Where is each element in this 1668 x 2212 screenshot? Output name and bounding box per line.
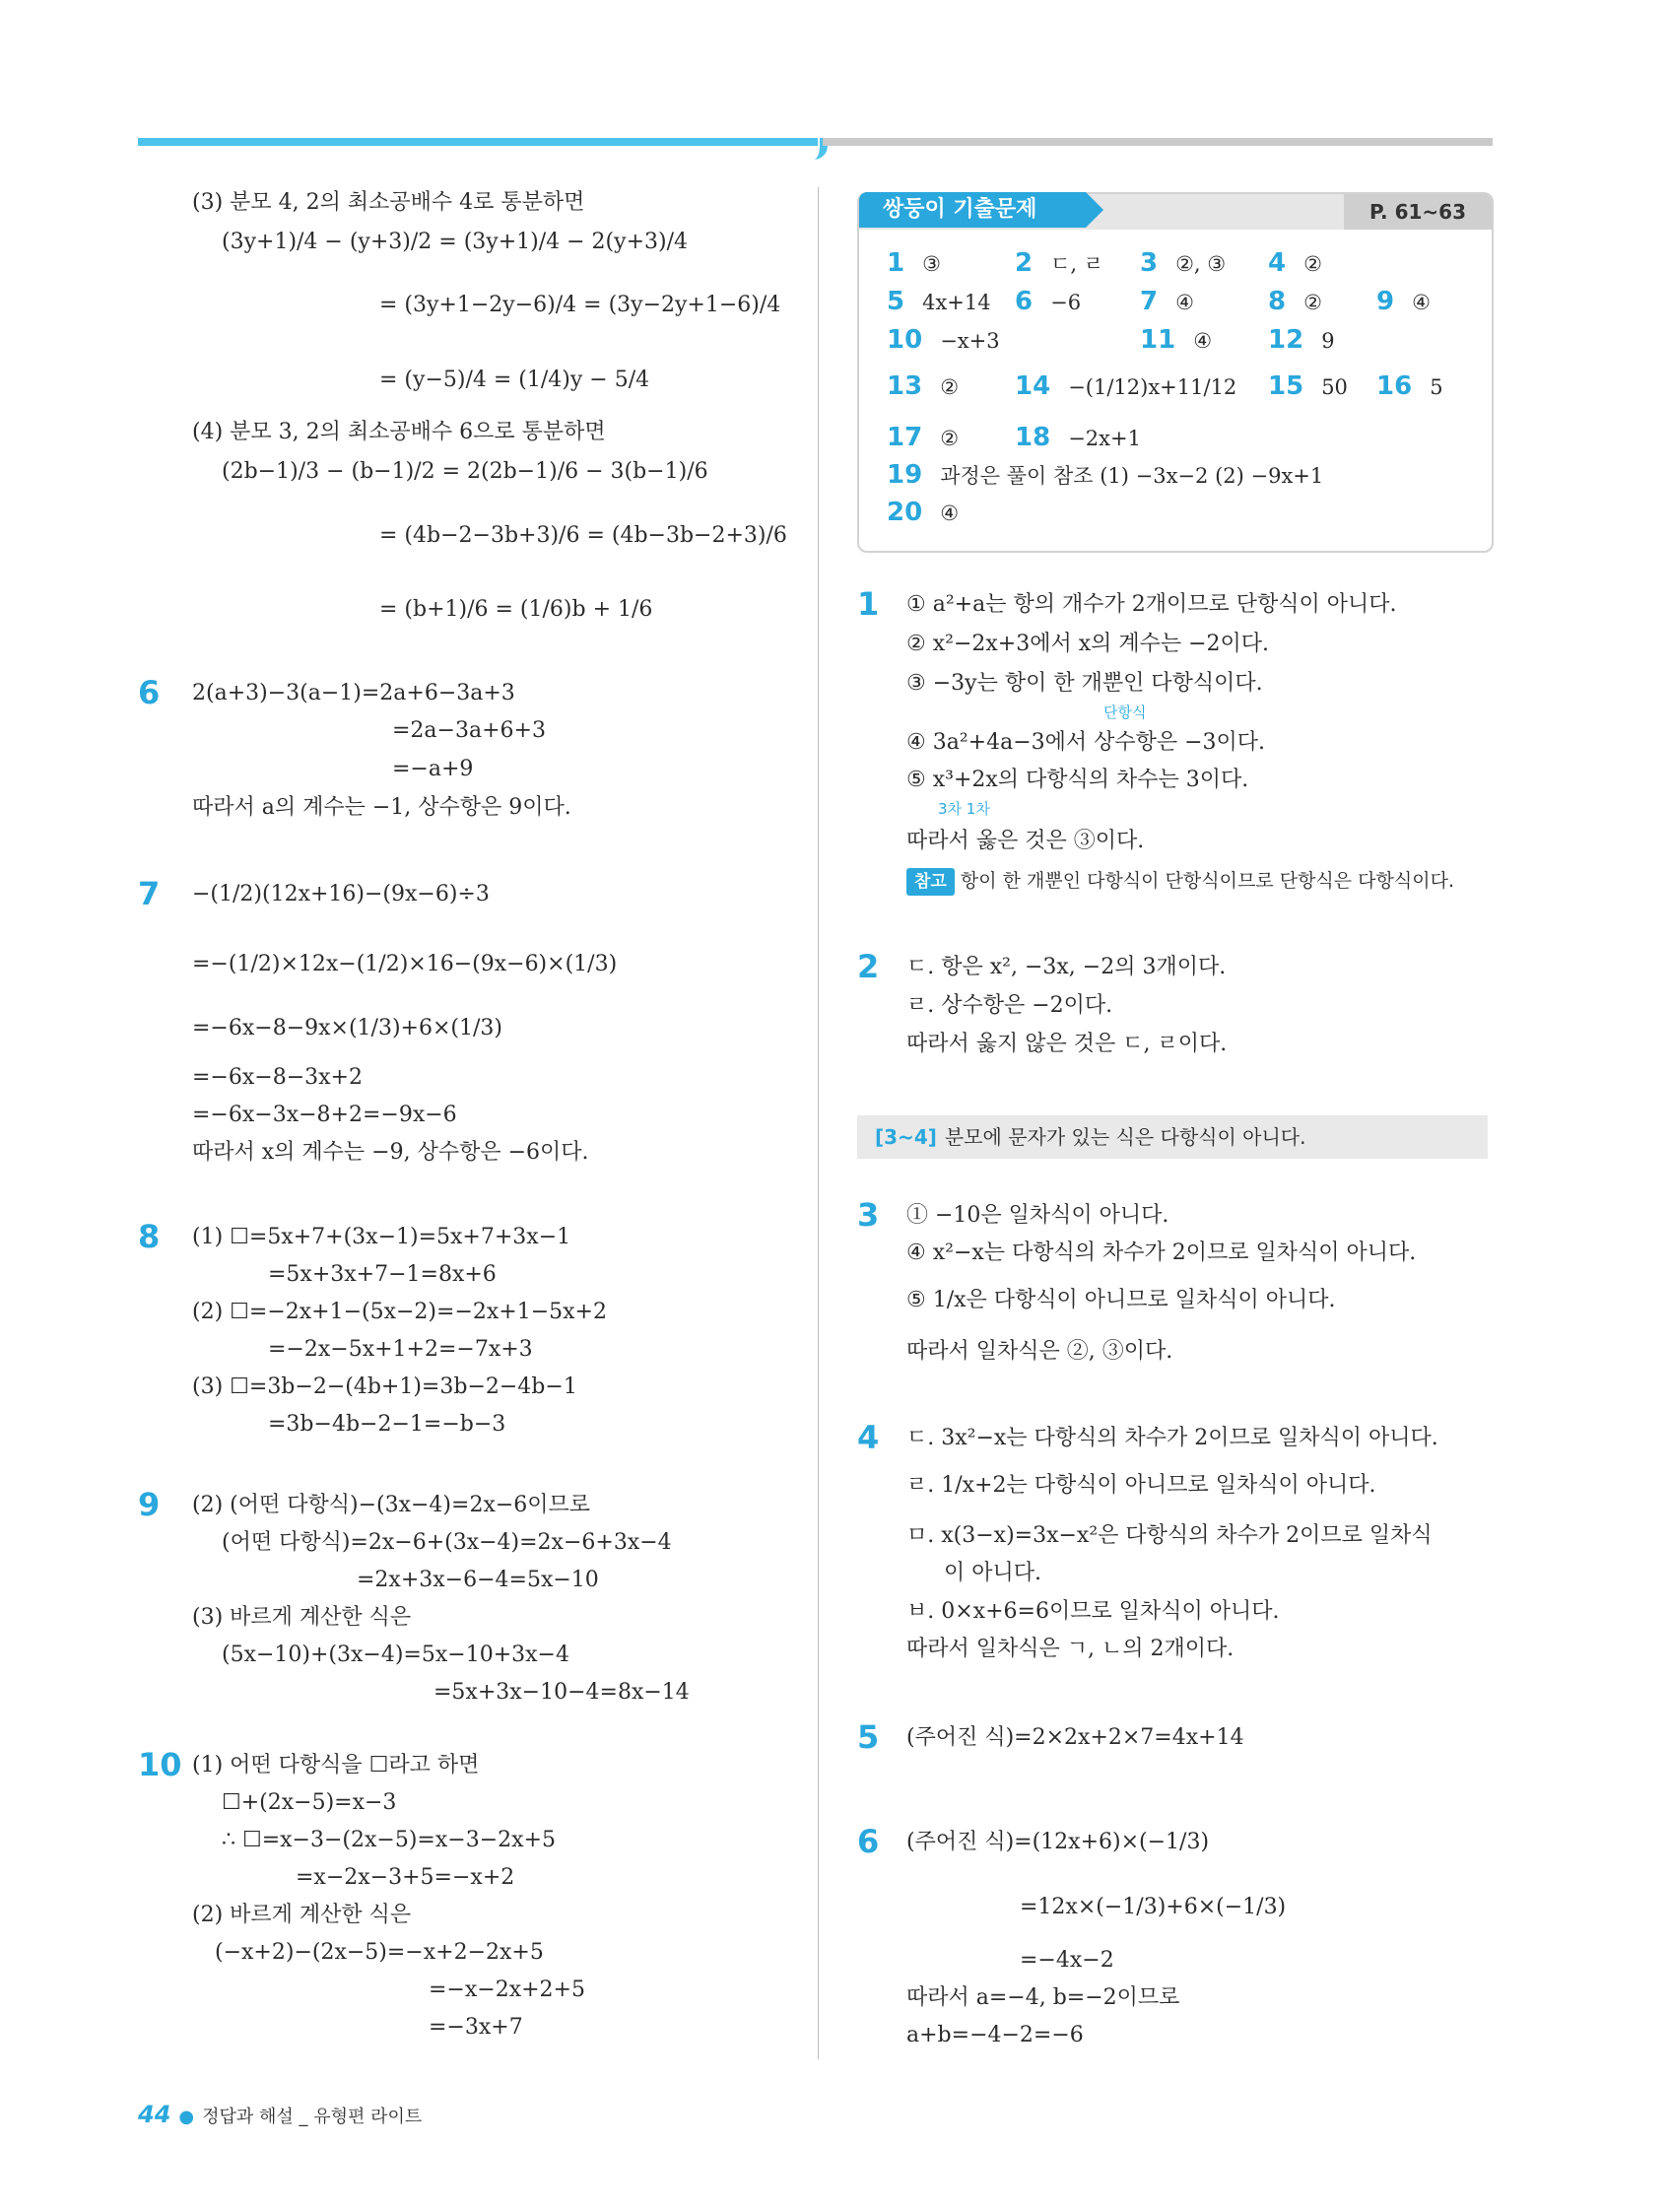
question-number: 10: [138, 1746, 182, 1783]
r6-line: =−4x−2: [1020, 1948, 1114, 1973]
question-number: 7: [138, 875, 161, 912]
q9-line: (3) 바르게 계산한 식은: [192, 1605, 412, 1630]
answer-item: 20 ④: [887, 498, 960, 527]
r1-line: 따라서 옳은 것은 ③이다.: [906, 829, 1145, 853]
q5-4-line: = (4b−2−3b+3)/6 = (4b−3b−2+3)/6: [379, 523, 787, 548]
question-number: 4: [857, 1419, 880, 1456]
answer-item: 3 ②, ③: [1140, 248, 1227, 278]
r3-line: ① −10은 일차식이 아니다.: [906, 1203, 1169, 1228]
column-divider: [818, 187, 819, 2059]
q10-line: =−x−2x+2+5: [429, 1977, 585, 2002]
answer-item: 4 ②: [1268, 248, 1322, 278]
answer-item: 15 50: [1268, 371, 1348, 401]
r1-line: ② x²−2x+3에서 x의 계수는 −2이다.: [906, 632, 1270, 656]
q5-4-line: = (b+1)/6 = (1/6)b + 1/6: [379, 597, 653, 622]
r4-line: 따라서 일차식은 ㄱ, ㄴ의 2개이다.: [906, 1637, 1234, 1661]
r4-line: ㅂ. 0×x+6=6이므로 일차식이 아니다.: [906, 1599, 1280, 1624]
bullet-icon: ●: [178, 2107, 195, 2127]
page-number: 44: [138, 2101, 171, 2128]
r6-line: =12x×(−1/3)+6×(−1/3): [1020, 1895, 1287, 1919]
question-number: 2: [857, 948, 880, 985]
q8-line: (1) ☐=5x+7+(3x−1)=5x+7+3x−1: [192, 1225, 571, 1249]
q5-3-line: = (3y+1−2y−6)/4 = (3y−2y+1−6)/4: [379, 293, 781, 317]
r3-line: ⑤ 1/x은 다항식이 아니므로 일차식이 아니다.: [906, 1288, 1336, 1312]
answer-key-pages: P. 61~63: [1344, 194, 1492, 230]
r1-line: ⑤ x³+2x의 다항식의 차수는 3이다.: [906, 768, 1249, 792]
top-rule-right: [823, 138, 1493, 146]
answer-item: 10 −x+3: [887, 325, 1000, 355]
r1-line: ① a²+a는 항의 개수가 2개이므로 단항식이 아니다.: [906, 592, 1397, 617]
answer-item: 5 4x+14: [887, 287, 991, 316]
q5-4-line: (4) 분모 3, 2의 최소공배수 6으로 통분하면: [192, 420, 606, 444]
question-number: 3: [857, 1196, 880, 1234]
r4-line: ㄹ. 1/x+2는 다항식이 아니므로 일차식이 아니다.: [906, 1473, 1376, 1498]
top-rule-left: [138, 138, 818, 146]
answer-key-box: [857, 192, 1494, 553]
answer-item: 19 과정은 풀이 참조 (1) −3x−2 (2) −9x+1: [887, 460, 1324, 490]
q8-line: =5x+3x+7−1=8x+6: [268, 1262, 497, 1287]
q6-line: =−a+9: [392, 757, 474, 781]
page-footer: [138, 2101, 422, 2128]
answer-item: 17 ②: [887, 423, 960, 452]
r1-annotation: 3차 1차: [938, 800, 990, 818]
answer-item: 8 ②: [1268, 287, 1322, 316]
q9-line: (2) (어떤 다항식)−(3x−4)=2x−6이므로: [192, 1493, 591, 1517]
question-number: 6: [138, 674, 161, 711]
q8-line: =3b−4b−2−1=−b−3: [268, 1412, 506, 1437]
answer-item: 6 −6: [1015, 287, 1082, 316]
q9-line: =5x+3x−10−4=8x−14: [434, 1680, 690, 1705]
q9-line: (5x−10)+(3x−4)=5x−10+3x−4: [222, 1642, 569, 1667]
r4-line: 이 아니다.: [944, 1561, 1041, 1585]
answer-item: 2 ㄷ, ㄹ: [1015, 248, 1104, 278]
answer-item: 11 ④: [1140, 325, 1213, 355]
answer-key-title: 쌍둥이 기출문제: [859, 192, 1086, 228]
question-number: 8: [138, 1218, 161, 1255]
tip-banner: [857, 1115, 1488, 1159]
q8-line: =−2x−5x+1+2=−7x+3: [268, 1337, 533, 1362]
r3-line: 따라서 일차식은 ②, ③이다.: [906, 1339, 1173, 1364]
answer-item: 18 −2x+1: [1015, 423, 1141, 452]
q9-line: (어떤 다항식)=2x−6+(3x−4)=2x−6+3x−4: [222, 1530, 672, 1555]
q10-line: =x−2x−3+5=−x+2: [296, 1865, 515, 1890]
q10-line: ∴ ☐=x−3−(2x−5)=x−3−2x+5: [222, 1828, 556, 1852]
r4-line: ㅁ. x(3−x)=3x−x²은 다항식의 차수가 2이므로 일차식: [906, 1523, 1433, 1548]
r6-line: a+b=−4−2=−6: [906, 2023, 1084, 2047]
r1-line: ③ −3y는 항이 한 개뿐인 다항식이다.: [906, 671, 1263, 696]
q7-line: −(1/2)(12x+16)−(9x−6)÷3: [192, 882, 490, 906]
answer-key-header: [859, 194, 1492, 230]
q5-3-line: = (y−5)/4 = (1/4)y − 5/4: [379, 368, 650, 392]
q5-3-line: (3y+1)/4 − (y+3)/2 = (3y+1)/4 − 2(y+3)/4: [222, 230, 688, 254]
r1-line: ④ 3a²+4a−3에서 상수항은 −3이다.: [906, 730, 1266, 755]
r4-line: ㄷ. 3x²−x는 다항식의 차수가 2이므로 일차식이 아니다.: [906, 1426, 1438, 1450]
banner-tag: [3~4]: [875, 1125, 937, 1149]
q10-line: =−3x+7: [429, 2015, 523, 2040]
banner-text: 분모에 문자가 있는 식은 다항식이 아니다.: [944, 1125, 1306, 1149]
q7-line: =−(1/2)×12x−(1/2)×16−(9x−6)×(1/3): [192, 952, 618, 976]
answer-item: 1 ③: [887, 248, 941, 278]
q10-line: (1) 어떤 다항식을 ☐라고 하면: [192, 1753, 480, 1777]
q6-line: 따라서 a의 계수는 −1, 상수항은 9이다.: [192, 795, 571, 820]
q6-line: 2(a+3)−3(a−1)=2a+6−3a+3: [192, 681, 515, 705]
q5-3-line: (3) 분모 4, 2의 최소공배수 4로 통분하면: [192, 190, 585, 215]
q7-line: =−6x−8−3x+2: [192, 1065, 363, 1090]
q8-line: (2) ☐=−2x+1−(5x−2)=−2x+1−5x+2: [192, 1300, 607, 1324]
r3-line: ④ x²−x는 다항식의 차수가 2이므로 일차식이 아니다.: [906, 1240, 1417, 1265]
q5-4-line: (2b−1)/3 − (b−1)/2 = 2(2b−1)/6 − 3(b−1)/6: [222, 459, 708, 484]
r5-line: (주어진 식)=2×2x+2×7=4x+14: [906, 1725, 1244, 1750]
r6-line: (주어진 식)=(12x+6)×(−1/3): [906, 1830, 1210, 1854]
q7-line: =−6x−3x−8+2=−9x−6: [192, 1103, 457, 1127]
q8-line: (3) ☐=3b−2−(4b+1)=3b−2−4b−1: [192, 1374, 577, 1399]
question-number: 6: [857, 1823, 880, 1860]
answer-item: 7 ④: [1140, 287, 1194, 316]
r2-line: 따라서 옳지 않은 것은 ㄷ, ㄹ이다.: [906, 1032, 1228, 1056]
footer-title: 정답과 해설 _ 유형편 라이트: [202, 2107, 423, 2127]
q7-line: 따라서 x의 계수는 −9, 상수항은 −6이다.: [192, 1140, 589, 1165]
answer-item: 14 −(1/12)x+11/12: [1015, 371, 1237, 401]
question-number: 9: [138, 1486, 161, 1523]
r6-line: 따라서 a=−4, b=−2이므로: [906, 1985, 1180, 2010]
answer-item: 12 9: [1268, 325, 1335, 355]
answer-item: 16 5: [1376, 371, 1443, 401]
q10-line: (−x+2)−(2x−5)=−x+2−2x+5: [215, 1940, 544, 1965]
q7-line: =−6x−8−9x×(1/3)+6×(1/3): [192, 1016, 502, 1040]
r2-line: ㄷ. 항은 x², −3x, −2의 3개이다.: [906, 955, 1227, 979]
note-text: 항이 한 개뿐인 다항식이 단항식이므로 단항식은 다항식이다.: [960, 870, 1454, 892]
q10-line: ☐+(2x−5)=x−3: [222, 1790, 397, 1815]
answer-item: 13 ②: [887, 371, 960, 401]
answer-item: 9 ④: [1376, 287, 1431, 316]
note-tag: 참고: [906, 868, 955, 896]
question-number: 5: [857, 1718, 880, 1756]
q10-line: (2) 바르게 계산한 식은: [192, 1903, 412, 1927]
q6-line: =2a−3a+6+3: [392, 718, 546, 743]
q9-line: =2x+3x−6−4=5x−10: [357, 1568, 599, 1592]
r2-line: ㄹ. 상수항은 −2이다.: [906, 993, 1113, 1018]
r1-note: [906, 867, 1454, 896]
question-number: 1: [857, 585, 880, 623]
r1-annotation: 단항식: [1103, 704, 1147, 721]
